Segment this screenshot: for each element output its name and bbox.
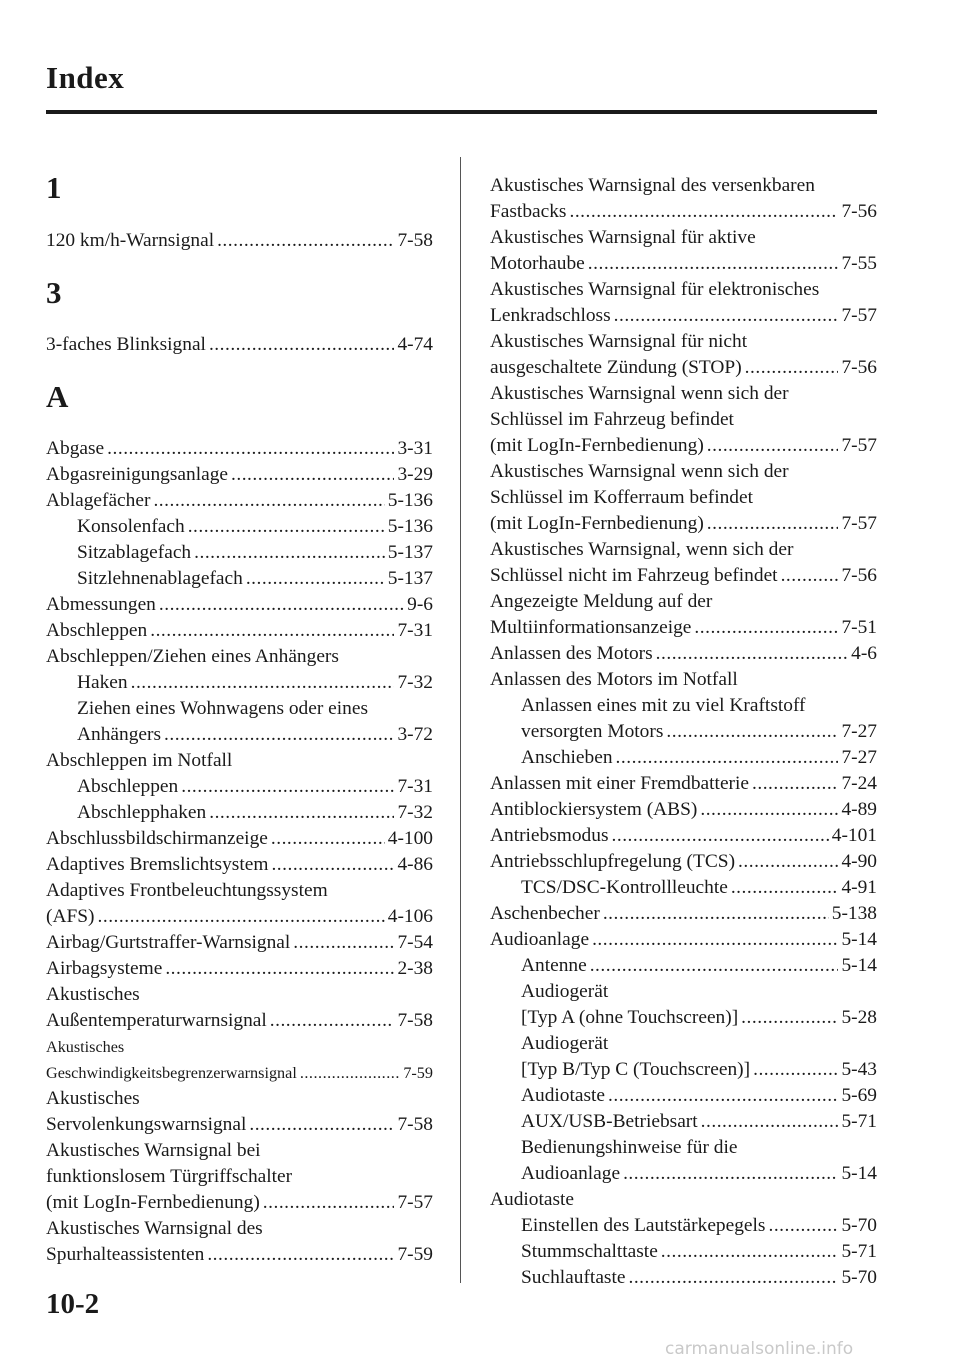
index-entry xyxy=(46,462,433,488)
index-entry xyxy=(490,797,877,823)
index-entry-label: Servolenkungswarnsignal xyxy=(46,1114,247,1135)
leader-dots xyxy=(731,875,839,901)
index-entry xyxy=(77,696,433,722)
index-entry xyxy=(46,1216,433,1242)
index-entry-page: 7-56 xyxy=(841,565,877,586)
index-entry xyxy=(46,1242,433,1268)
index-entry-page: 4-89 xyxy=(841,799,877,820)
index-entry-label: Bedienungshinweise für die xyxy=(521,1137,738,1158)
leader-dots xyxy=(271,826,385,852)
index-entry-label: Abschleppen xyxy=(46,620,148,641)
index-entry-label: Außentemperaturwarnsignal xyxy=(46,1010,267,1031)
index-entry-label: Antriebsschlupfregelung (TCS) xyxy=(490,851,736,872)
leader-dots xyxy=(666,719,838,745)
index-entry-page: 7-32 xyxy=(397,802,433,823)
index-entry-page: 4-100 xyxy=(387,828,433,849)
index-entry xyxy=(521,1265,877,1291)
index-entry-label: Akustisches Warnsignal für nicht xyxy=(490,331,748,352)
index-entry-label: Akustisches Warnsignal für elektronisches xyxy=(490,279,820,300)
index-entry xyxy=(490,303,877,329)
index-entry xyxy=(46,332,433,358)
index-entry-label: Aschenbecher xyxy=(490,903,600,924)
leader-dots xyxy=(194,540,385,566)
index-entry xyxy=(490,589,877,615)
index-entry-label: Abschleppen im Notfall xyxy=(46,750,233,771)
index-entry-label: Anlassen mit einer Fremdbatterie xyxy=(490,773,749,794)
leader-dots xyxy=(752,771,838,797)
index-entry xyxy=(46,1008,433,1034)
index-entry-label: (mit LogIn-Fernbedienung) xyxy=(46,1192,260,1213)
index-entry xyxy=(77,722,433,748)
index-entry-label: Akustisches Warnsignal des xyxy=(46,1218,263,1239)
section-letter: 1 xyxy=(46,170,62,205)
leader-dots xyxy=(707,433,839,459)
index-entry-label: Ziehen eines Wohnwagens oder eines xyxy=(77,698,369,719)
index-entry-page: 7-57 xyxy=(841,305,877,326)
index-entry xyxy=(490,407,877,433)
index-entry-page: 5-136 xyxy=(387,516,433,537)
index-entry-page: 5-137 xyxy=(387,542,433,563)
index-entry-label: Multiinformationsanzeige xyxy=(490,617,692,638)
index-entry xyxy=(77,540,433,566)
index-entry xyxy=(490,381,877,407)
index-entry-label: Abschleppen xyxy=(77,776,179,797)
index-entry xyxy=(77,566,433,592)
index-entry-label: (mit LogIn-Fernbedienung) xyxy=(490,435,704,456)
index-entry-label: Abschleppen/Ziehen eines Anhängers xyxy=(46,646,339,667)
index-entry-page: 7-24 xyxy=(841,773,877,794)
index-entry-label: Adaptives Bremslichtsystem xyxy=(46,854,269,875)
index-entry-label: Akustisches Warnsignal wenn sich der xyxy=(490,383,789,404)
leader-dots xyxy=(738,849,838,875)
index-entry-page: 3-29 xyxy=(397,464,433,485)
index-entry-page: 5-71 xyxy=(841,1241,877,1262)
index-entry-page: 7-54 xyxy=(397,932,433,953)
index-entry-label: Abmessungen xyxy=(46,594,156,615)
index-entry xyxy=(77,774,433,800)
index-entry xyxy=(77,670,433,696)
index-entry-label: Fastbacks xyxy=(490,201,567,222)
index-entry-label: Akustisches Warnsignal wenn sich der xyxy=(490,461,789,482)
leader-dots xyxy=(246,566,385,592)
index-entry-label: Angezeigte Meldung auf der xyxy=(490,591,713,612)
index-entry-page: 2-38 xyxy=(397,958,433,979)
index-entry-label: Abgase xyxy=(46,438,105,459)
leader-dots xyxy=(293,930,394,956)
column-divider xyxy=(460,157,461,1283)
index-entry-label: Akustisches Warnsignal für aktive xyxy=(490,227,756,248)
index-entry xyxy=(46,1086,433,1112)
index-entry-label: Schlüssel im Fahrzeug befindet xyxy=(490,409,734,430)
index-entry xyxy=(490,927,877,953)
index-entry-page: 5-138 xyxy=(831,903,877,924)
index-entry-label: Airbagsysteme xyxy=(46,958,163,979)
index-entry xyxy=(490,199,877,225)
index-entry xyxy=(46,878,433,904)
index-entry xyxy=(490,511,877,537)
leader-dots xyxy=(614,303,839,329)
index-entry-page: 4-74 xyxy=(397,334,433,355)
index-entry xyxy=(46,1112,433,1138)
index-entry-label: 3-faches Blinksignal xyxy=(46,334,206,355)
index-entry-label: Antiblockiersystem (ABS) xyxy=(490,799,698,820)
leader-dots xyxy=(569,199,838,225)
index-entry-page: 7-55 xyxy=(841,253,877,274)
index-entry-label: versorgten Motors xyxy=(521,721,664,742)
index-entry xyxy=(490,329,877,355)
index-entry-label: Akustisches xyxy=(46,1088,140,1109)
section-letter: A xyxy=(46,379,69,414)
index-entry-page: 7-51 xyxy=(841,617,877,638)
index-entry-label: Anlassen des Motors im Notfall xyxy=(490,669,738,690)
index-entry xyxy=(490,823,877,849)
index-entry xyxy=(46,1060,433,1086)
index-entry xyxy=(46,592,433,618)
index-entry-page: 3-31 xyxy=(397,438,433,459)
index-entry-label: Geschwindigkeitsbegrenzerwarnsignal xyxy=(46,1064,297,1082)
index-entry xyxy=(490,641,877,667)
index-entry xyxy=(521,1057,877,1083)
index-entry-page: 7-57 xyxy=(841,513,877,534)
index-entry-label: [Typ A (ohne Touchscreen)] xyxy=(521,1007,739,1028)
index-entry-label: Konsolenfach xyxy=(77,516,185,537)
index-entry-label: Anschieben xyxy=(521,747,613,768)
index-entry xyxy=(521,1109,877,1135)
index-entry-label: Sitzablagefach xyxy=(77,542,192,563)
index-entry xyxy=(490,459,877,485)
index-entry xyxy=(46,748,433,774)
index-entry xyxy=(490,173,877,199)
index-entry xyxy=(46,904,433,930)
index-entry xyxy=(77,800,433,826)
index-entry-page: 5-69 xyxy=(841,1085,877,1106)
page-number: 10-2 xyxy=(46,1288,100,1320)
index-entry xyxy=(46,618,433,644)
index-entry-label: Akustisches Warnsignal des versenkbaren xyxy=(490,175,815,196)
index-entry-label: Lenkradschloss xyxy=(490,305,611,326)
index-entry xyxy=(521,1161,877,1187)
leader-dots xyxy=(153,488,384,514)
index-entry xyxy=(490,225,877,251)
index-entry-page: 7-31 xyxy=(397,776,433,797)
leader-dots xyxy=(131,670,395,696)
leader-dots xyxy=(745,355,839,381)
index-entry xyxy=(46,436,433,462)
index-entry-page: 7-32 xyxy=(397,672,433,693)
leader-dots xyxy=(181,774,394,800)
leader-dots xyxy=(207,1242,394,1268)
index-entry-page: 9-6 xyxy=(407,594,433,615)
index-entry xyxy=(521,719,877,745)
index-entry-page: 5-136 xyxy=(387,490,433,511)
leader-dots xyxy=(768,1213,838,1239)
index-entry-label: Audiogerät xyxy=(521,981,609,1002)
index-entry xyxy=(490,563,877,589)
index-entry xyxy=(46,1164,433,1190)
leader-dots xyxy=(164,722,394,748)
leader-dots xyxy=(612,823,829,849)
index-entry-page: 7-58 xyxy=(397,1114,433,1135)
index-entry xyxy=(521,1005,877,1031)
leader-dots xyxy=(300,1060,401,1086)
index-entry-label: Suchlauftaste xyxy=(521,1267,626,1288)
section-letter: 3 xyxy=(46,275,62,310)
leader-dots xyxy=(707,511,839,537)
leader-dots xyxy=(700,797,838,823)
index-entry-page: 5-71 xyxy=(841,1111,877,1132)
leader-dots xyxy=(263,1190,395,1216)
index-entry xyxy=(46,1138,433,1164)
leader-dots xyxy=(588,251,839,277)
index-entry xyxy=(46,852,433,878)
index-entry-label: Sitzlehnenablagefach xyxy=(77,568,243,589)
leader-dots xyxy=(616,745,839,771)
index-entry-label: ausgeschaltete Zündung (STOP) xyxy=(490,357,742,378)
index-entry-page: 5-28 xyxy=(841,1007,877,1028)
index-entry xyxy=(490,615,877,641)
index-entry xyxy=(490,667,877,693)
leader-dots xyxy=(608,1083,838,1109)
index-entry xyxy=(46,1190,433,1216)
index-entry-page: 4-91 xyxy=(841,877,877,898)
leader-dots xyxy=(656,641,848,667)
index-entry xyxy=(46,644,433,670)
index-entry-label: Motorhaube xyxy=(490,253,585,274)
index-entry xyxy=(490,537,877,563)
index-entry-label: Akustisches xyxy=(46,984,140,1005)
index-entry-label: (mit LogIn-Fernbedienung) xyxy=(490,513,704,534)
index-entry xyxy=(521,979,877,1005)
index-entry-page: 5-70 xyxy=(841,1267,877,1288)
index-entry-label: Abschlepphaken xyxy=(77,802,207,823)
index-entry-label: Haken xyxy=(77,672,128,693)
index-entry-label: Audiotaste xyxy=(521,1085,606,1106)
index-entry xyxy=(521,1083,877,1109)
index-entry-label: Stummschalttaste xyxy=(521,1241,658,1262)
leader-dots xyxy=(165,956,394,982)
index-entry-label: Akustisches Warnsignal bei xyxy=(46,1140,261,1161)
index-entry-page: 4-101 xyxy=(831,825,877,846)
index-entry-page: 7-57 xyxy=(841,435,877,456)
leader-dots xyxy=(628,1265,838,1291)
index-entry-label: Spurhalteassistenten xyxy=(46,1244,205,1265)
index-entry-page: 5-14 xyxy=(841,955,877,976)
index-entry-label: Anhängers xyxy=(77,724,162,745)
leader-dots xyxy=(150,618,394,644)
index-entry-page: 7-57 xyxy=(397,1192,433,1213)
index-entry xyxy=(490,355,877,381)
index-entry-page: 5-137 xyxy=(387,568,433,589)
index-entry-page: 5-14 xyxy=(841,1163,877,1184)
index-entry-page: 7-56 xyxy=(841,357,877,378)
index-entry-label: Einstellen des Lautstärkepegels xyxy=(521,1215,766,1236)
page-title: Index xyxy=(46,60,125,95)
index-entry xyxy=(46,826,433,852)
index-entry-label: Antriebsmodus xyxy=(490,825,609,846)
index-entry-page: 4-6 xyxy=(851,643,877,664)
index-entry-page: 7-59 xyxy=(397,1244,433,1265)
index-entry-page: 7-31 xyxy=(397,620,433,641)
index-entry-label: Audiotaste xyxy=(490,1189,575,1210)
leader-dots xyxy=(188,514,385,540)
index-entry-label: TCS/DSC-Kontrollleuchte xyxy=(521,877,728,898)
index-entry-page: 3-72 xyxy=(397,724,433,745)
leader-dots xyxy=(661,1239,839,1265)
leader-dots xyxy=(107,436,394,462)
index-entry xyxy=(521,1213,877,1239)
index-entry xyxy=(521,1135,877,1161)
header-rule xyxy=(46,110,877,114)
index-entry-page: 7-58 xyxy=(397,1010,433,1031)
index-entry-label: Schlüssel im Kofferraum befindet xyxy=(490,487,753,508)
leader-dots xyxy=(741,1005,838,1031)
index-entry-label: funktionslosem Türgriffschalter xyxy=(46,1166,293,1187)
index-entry-label: Akustisches xyxy=(46,1038,125,1056)
leader-dots xyxy=(249,1112,394,1138)
index-entry xyxy=(490,485,877,511)
index-entry-page: 7-27 xyxy=(841,747,877,768)
index-entry-label: [Typ B/Typ C (Touchscreen)] xyxy=(521,1059,751,1080)
leader-dots xyxy=(159,592,404,618)
leader-dots xyxy=(98,904,385,930)
index-entry-label: Audioanlage xyxy=(490,929,590,950)
leader-dots xyxy=(781,563,839,589)
index-entry xyxy=(46,930,433,956)
index-entry xyxy=(521,953,877,979)
leader-dots xyxy=(270,1008,395,1034)
leader-dots xyxy=(753,1057,838,1083)
index-entry xyxy=(490,901,877,927)
index-entry-label: AUX/USB-Betriebsart xyxy=(521,1111,698,1132)
leader-dots xyxy=(217,228,394,254)
index-entry xyxy=(77,514,433,540)
index-entry xyxy=(490,849,877,875)
leader-dots xyxy=(209,332,395,358)
index-entry-page: 7-58 xyxy=(397,230,433,251)
index-entry xyxy=(490,277,877,303)
leader-dots xyxy=(701,1109,839,1135)
index-entry-label: Anlassen des Motors xyxy=(490,643,653,664)
watermark: carmanualsonline.info xyxy=(665,1339,854,1359)
index-entry-label: Airbag/Gurtstraffer-Warnsignal xyxy=(46,932,291,953)
index-entry-page: 4-90 xyxy=(841,851,877,872)
leader-dots xyxy=(592,927,838,953)
leader-dots xyxy=(271,852,394,878)
leader-dots xyxy=(623,1161,838,1187)
index-entry xyxy=(521,1031,877,1057)
index-entry-label: Ablagefächer xyxy=(46,490,151,511)
index-entry xyxy=(490,433,877,459)
leader-dots xyxy=(231,462,394,488)
index-entry xyxy=(521,1239,877,1265)
index-entry-label: Audiogerät xyxy=(521,1033,609,1054)
index-entry xyxy=(521,693,877,719)
index-entry xyxy=(521,745,877,771)
index-entry-label: Abschlussbildschirmanzeige xyxy=(46,828,268,849)
index-entry xyxy=(490,1187,877,1213)
index-entry-label: 120 km/h-Warnsignal xyxy=(46,230,215,251)
index-entry xyxy=(46,956,433,982)
leader-dots xyxy=(590,953,839,979)
index-entry xyxy=(46,982,433,1008)
index-entry-label: Abgasreinigungsanlage xyxy=(46,464,229,485)
index-entry xyxy=(46,228,433,254)
index-entry xyxy=(46,488,433,514)
index-entry-page: 5-43 xyxy=(841,1059,877,1080)
index-entry xyxy=(521,875,877,901)
index-entry-page: 4-106 xyxy=(387,906,433,927)
index-entry xyxy=(46,1034,433,1060)
index-entry-label: Adaptives Frontbeleuchtungssystem xyxy=(46,880,328,901)
index-entry-label: Schlüssel nicht im Fahrzeug befindet xyxy=(490,565,778,586)
index-entry-page: 7-59 xyxy=(403,1064,433,1082)
index-entry-page: 5-70 xyxy=(841,1215,877,1236)
index-entry-label: Audioanlage xyxy=(521,1163,621,1184)
index-entry-page: 7-27 xyxy=(841,721,877,742)
index-entry-page: 5-14 xyxy=(841,929,877,950)
index-entry-label: Anlassen eines mit zu viel Kraftstoff xyxy=(521,695,806,716)
leader-dots xyxy=(603,901,829,927)
index-entry xyxy=(490,251,877,277)
index-entry-label: Akustisches Warnsignal, wenn sich der xyxy=(490,539,794,560)
index-entry xyxy=(490,771,877,797)
index-entry-label: (AFS) xyxy=(46,906,95,927)
leader-dots xyxy=(209,800,394,826)
index-entry-page: 4-86 xyxy=(397,854,433,875)
leader-dots xyxy=(694,615,838,641)
index-entry-label: Antenne xyxy=(521,955,587,976)
index-entry-page: 7-56 xyxy=(841,201,877,222)
